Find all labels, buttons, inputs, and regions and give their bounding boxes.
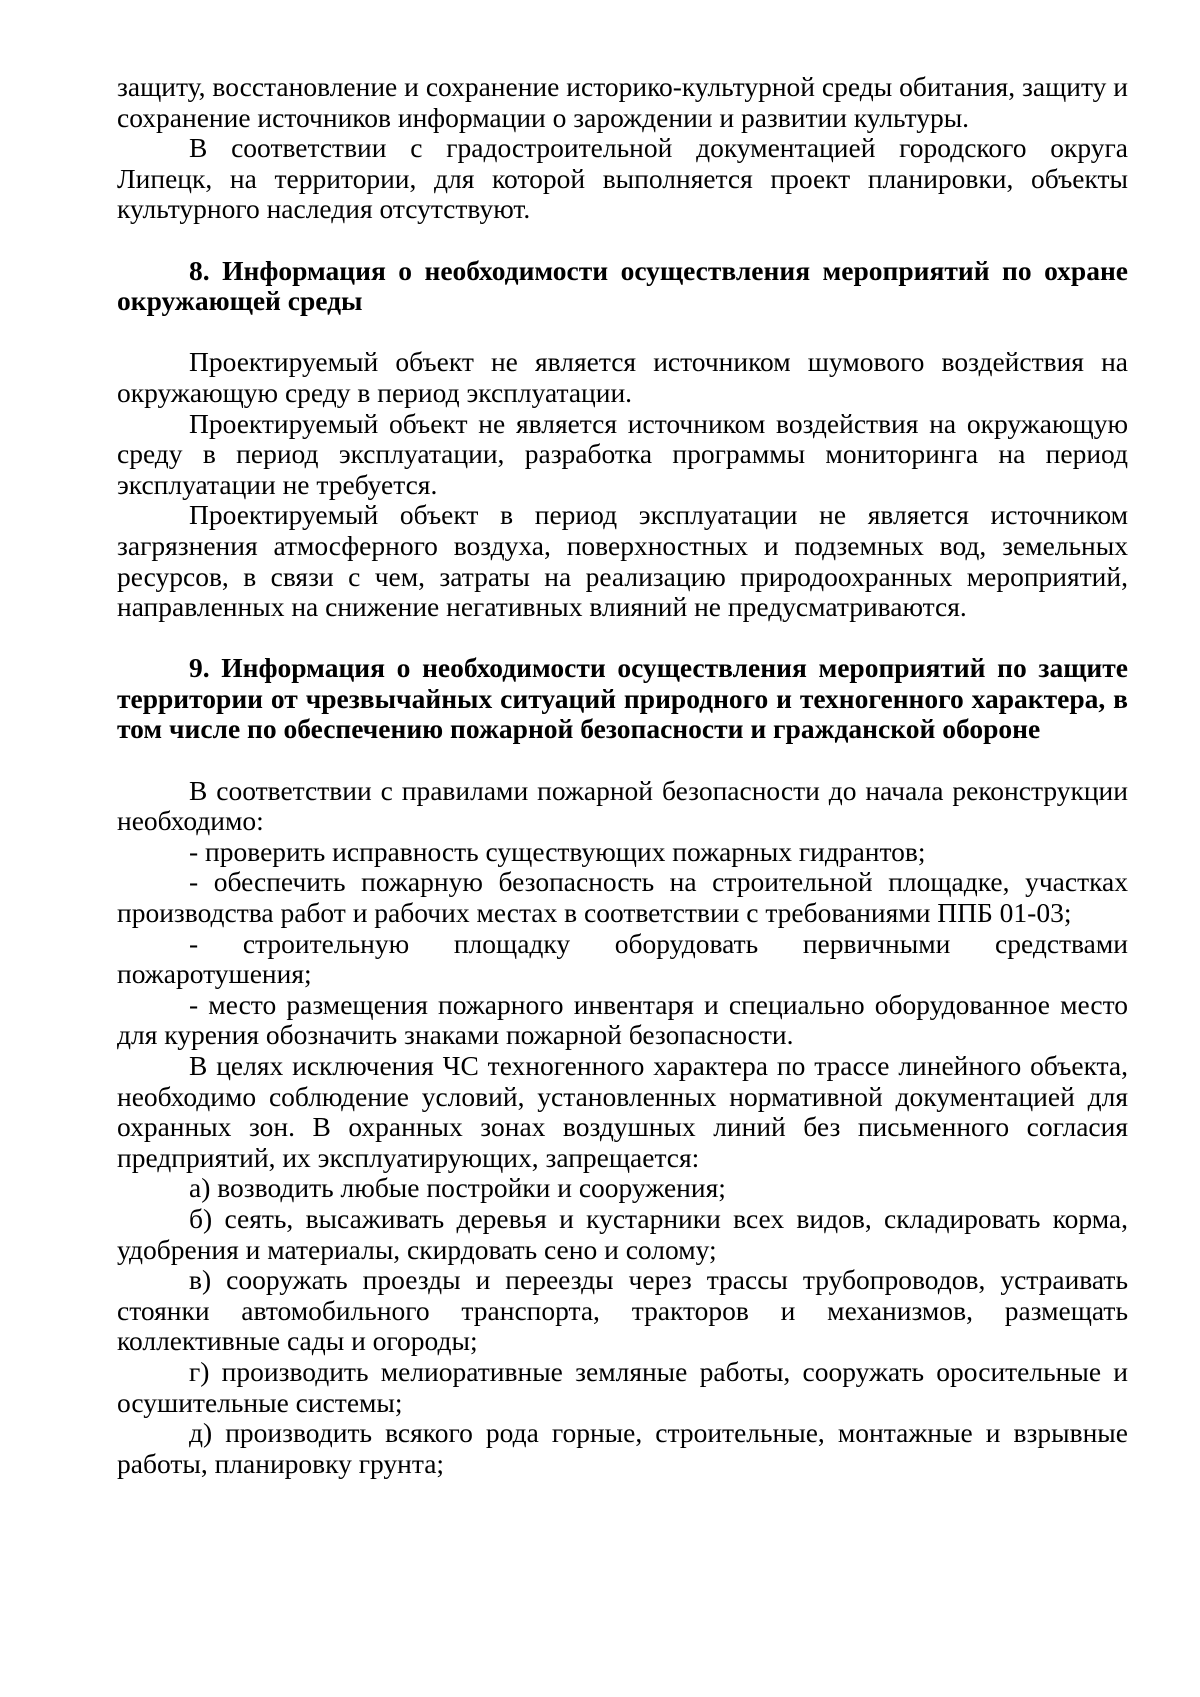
list-item: - место размещения пожарного инвентаря и специально оборудованное место для курения обозначить знаками пожарной безопасности. — [117, 988, 1128, 1051]
spacer — [117, 317, 1128, 348]
section-8-heading: 8. Информация о необходимости осуществления мероприятий по охране окружающей среды — [117, 254, 1128, 317]
paragraph: защиту, восстановление и сохранение историко-культурной среды обитания, защиту и сохранение источников информации о зарождении и развитии культуры. — [117, 71, 1128, 133]
list-item: г) производить мелиоративные земляные работы, сооружать оросительные и осушительные системы; — [117, 1355, 1128, 1418]
paragraph: Проектируемый объект не является источником воздействия на окружающую среду в период эксплуатации, разработка программы мониторинга на период эксплуатации не требуется. — [117, 407, 1128, 500]
paragraph: Проектируемый объект в период эксплуатации не является источником загрязнения атмосферного воздуха, поверхностных и подземных вод, земельных ресурсов, в связи с чем, затраты на реализацию природоохранных мероприятий, направленных на снижение негативных влияний не предусматриваются. — [117, 499, 1128, 623]
list-item: - проверить исправность существующих пожарных гидрантов; — [189, 835, 926, 867]
paragraph: В соответствии с градостроительной документацией городского округа Липецк, на территории, для которой выполняется проект планировки, объекты культурного наследия отсутствуют. — [117, 132, 1128, 225]
spacer — [117, 745, 1128, 776]
spacer — [117, 623, 1128, 654]
spacer — [117, 225, 1128, 256]
list-item: - обеспечить пожарную безопасность на строительной площадке, участках производства работ и рабочих местах в соответствии с требованиями ППБ 01-03; — [117, 866, 1128, 929]
section-9-heading: 9. Информация о необходимости осуществления мероприятий по защите территории от чрезвычайных ситуаций природного и техногенного характера, в том числе по обеспечению пожарной безопасности и гражданской обороне — [117, 652, 1128, 745]
paragraph: Проектируемый объект не является источником шумового воздействия на окружающую среду в период эксплуатации. — [117, 346, 1128, 408]
paragraph: В целях исключения ЧС техногенного характера по трассе линейного объекта, необходимо соблюдение условий, установленных нормативной документацией для охранных зон. В охранных зонах воздушных линий без письменного согласия предприятий, их эксплуатирующих, запрещается: — [117, 1050, 1128, 1173]
list-item: в) сооружать проезды и переезды через трассы трубопроводов, устраивать стоянки автомобильного транспорта, тракторов и механизмов, размещать коллективные сады и огороды; — [117, 1264, 1128, 1357]
paragraph: В соответствии с правилами пожарной безопасности до начала реконструкции необходимо: — [117, 774, 1128, 837]
list-item: б) сеять, высаживать деревья и кустарники всех видов, складировать корма, удобрения и материалы, скирдовать сено и солому; — [117, 1202, 1128, 1265]
list-item: - строительную площадку оборудовать первичными средствами пожаротушения; — [117, 927, 1128, 990]
list-item: д) производить всякого рода горные, строительные, монтажные и взрывные работы, планировку грунта; — [117, 1417, 1128, 1479]
list-item: а) возводить любые постройки и сооружения; — [189, 1172, 726, 1204]
document-body — [117, 72, 1128, 1479]
